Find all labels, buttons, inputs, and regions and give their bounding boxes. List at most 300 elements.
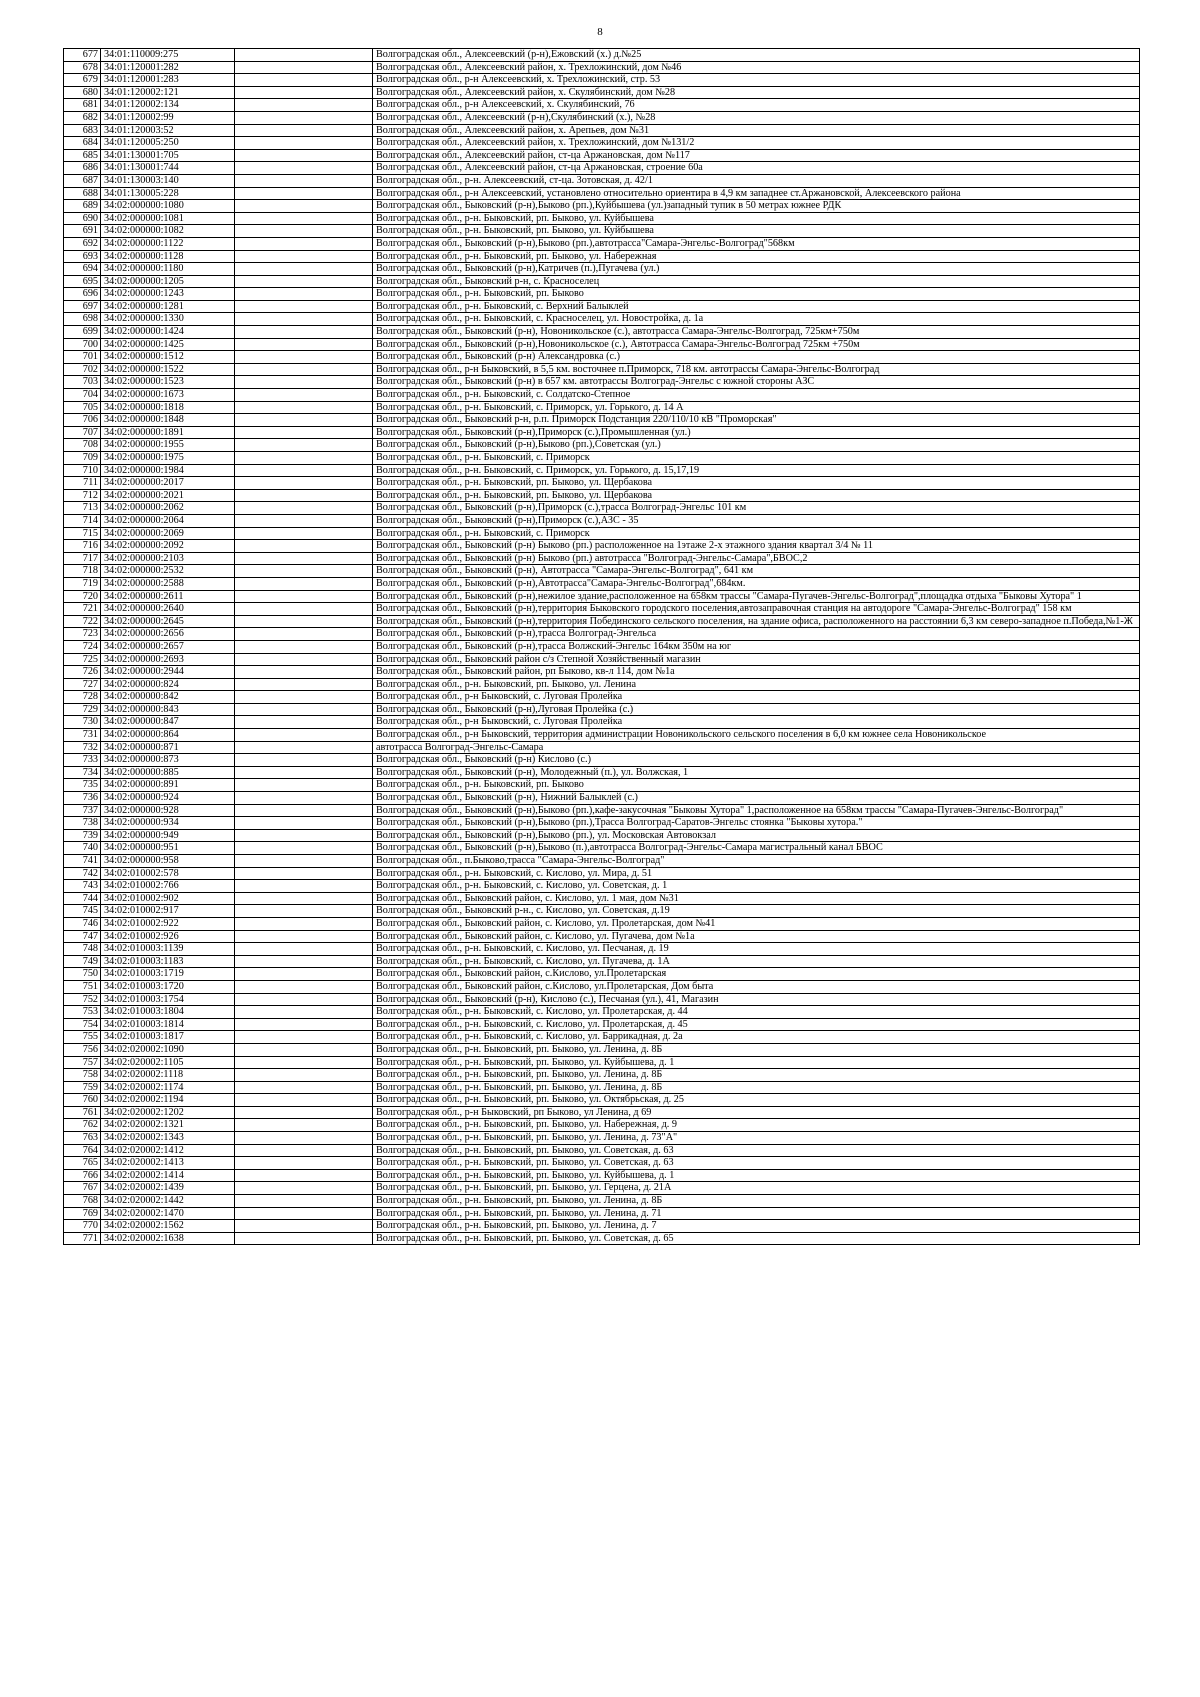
cadastral-number-cell: 34:02:010003:1754 bbox=[101, 993, 235, 1006]
address-cell: Волгоградская обл., Алексеевский район, х. Скулябинский, дом №28 bbox=[373, 86, 1140, 99]
cadastral-number-cell: 34:02:010003:1804 bbox=[101, 1006, 235, 1019]
row-number-cell: 736 bbox=[64, 792, 101, 805]
row-number-cell: 701 bbox=[64, 351, 101, 364]
table-row bbox=[64, 200, 1140, 213]
table-row bbox=[64, 187, 1140, 200]
address-cell: Волгоградская обл., Быковский (р-н),Приморск (с.),Промышленная (ул.) bbox=[373, 426, 1140, 439]
cadastral-number-cell: 34:02:000000:843 bbox=[101, 703, 235, 716]
empty-cell bbox=[235, 376, 373, 389]
empty-cell bbox=[235, 124, 373, 137]
table-row bbox=[64, 741, 1140, 754]
table-row bbox=[64, 678, 1140, 691]
row-number-cell: 711 bbox=[64, 477, 101, 490]
table-row bbox=[64, 502, 1140, 515]
cadastral-number-cell: 34:02:020002:1442 bbox=[101, 1195, 235, 1208]
cadastral-number-cell: 34:02:000000:1673 bbox=[101, 389, 235, 402]
empty-cell bbox=[235, 729, 373, 742]
row-number-cell: 762 bbox=[64, 1119, 101, 1132]
table-row bbox=[64, 653, 1140, 666]
row-number-cell: 678 bbox=[64, 61, 101, 74]
cadastral-number-cell: 34:02:000000:2103 bbox=[101, 552, 235, 565]
empty-cell bbox=[235, 804, 373, 817]
row-number-cell: 679 bbox=[64, 74, 101, 87]
empty-cell bbox=[235, 1043, 373, 1056]
cadastral-number-cell: 34:02:000000:2532 bbox=[101, 565, 235, 578]
row-number-cell: 692 bbox=[64, 237, 101, 250]
table-row bbox=[64, 1132, 1140, 1145]
cadastral-number-cell: 34:02:020002:1414 bbox=[101, 1169, 235, 1182]
table-row bbox=[64, 338, 1140, 351]
row-number-cell: 761 bbox=[64, 1106, 101, 1119]
cadastral-number-cell: 34:02:000000:1512 bbox=[101, 351, 235, 364]
row-number-cell: 697 bbox=[64, 300, 101, 313]
address-cell: Волгоградская обл., р-н. Быковский, рп. Быково bbox=[373, 779, 1140, 792]
address-cell: Волгоградская обл., Быковский р-н., с. Кислово, ул. Советская, д.19 bbox=[373, 905, 1140, 918]
table-row bbox=[64, 49, 1140, 62]
cadastral-number-cell: 34:02:020002:1174 bbox=[101, 1081, 235, 1094]
empty-cell bbox=[235, 1094, 373, 1107]
cadastral-number-cell: 34:01:120003:52 bbox=[101, 124, 235, 137]
address-cell: Волгоградская обл., р-н. Быковский, рп. Быково, ул. Щербакова bbox=[373, 477, 1140, 490]
empty-cell bbox=[235, 1056, 373, 1069]
cadastral-number-cell: 34:02:000000:891 bbox=[101, 779, 235, 792]
cadastral-number-cell: 34:02:010002:917 bbox=[101, 905, 235, 918]
empty-cell bbox=[235, 250, 373, 263]
table-row bbox=[64, 389, 1140, 402]
table-row bbox=[64, 414, 1140, 427]
empty-cell bbox=[235, 1157, 373, 1170]
address-cell: Волгоградская обл., р-н Быковский, в 5,5 км. восточнее п.Приморск, 718 км. автотрассы Самара-Энгельс-Волгоград bbox=[373, 363, 1140, 376]
address-cell: Волгоградская обл., р-н. Быковский, рп. Быково, ул. Куйбышева bbox=[373, 225, 1140, 238]
table-row bbox=[64, 842, 1140, 855]
row-number-cell: 768 bbox=[64, 1195, 101, 1208]
cadastral-number-cell: 34:02:020002:1118 bbox=[101, 1069, 235, 1082]
empty-cell bbox=[235, 502, 373, 515]
empty-cell bbox=[235, 943, 373, 956]
empty-cell bbox=[235, 1069, 373, 1082]
empty-cell bbox=[235, 590, 373, 603]
address-cell: Волгоградская обл., Быковский (р-н),Приморск (с.),трасса Волгоград-Энгельс 101 км bbox=[373, 502, 1140, 515]
row-number-cell: 700 bbox=[64, 338, 101, 351]
cadastral-number-cell: 34:02:020002:1343 bbox=[101, 1132, 235, 1145]
row-number-cell: 688 bbox=[64, 187, 101, 200]
address-cell: Волгоградская обл., р-н. Быковский, рп. Быково, ул. Ленина, д. 8Б bbox=[373, 1081, 1140, 1094]
cadastral-number-cell: 34:02:000000:2588 bbox=[101, 577, 235, 590]
empty-cell bbox=[235, 263, 373, 276]
row-number-cell: 682 bbox=[64, 111, 101, 124]
row-number-cell: 739 bbox=[64, 829, 101, 842]
table-row bbox=[64, 792, 1140, 805]
cadastral-number-cell: 34:02:020002:1090 bbox=[101, 1043, 235, 1056]
table-row bbox=[64, 729, 1140, 742]
empty-cell bbox=[235, 426, 373, 439]
cadastral-number-cell: 34:02:000000:2611 bbox=[101, 590, 235, 603]
row-number-cell: 733 bbox=[64, 754, 101, 767]
empty-cell bbox=[235, 1195, 373, 1208]
row-number-cell: 712 bbox=[64, 489, 101, 502]
address-cell: Волгоградская обл., р-н. Быковский, рп. Быково, ул. Щербакова bbox=[373, 489, 1140, 502]
table-row bbox=[64, 577, 1140, 590]
empty-cell bbox=[235, 917, 373, 930]
table-row bbox=[64, 1106, 1140, 1119]
cadastral-number-cell: 34:02:000000:1891 bbox=[101, 426, 235, 439]
row-number-cell: 764 bbox=[64, 1144, 101, 1157]
cadastral-number-cell: 34:02:000000:949 bbox=[101, 829, 235, 842]
empty-cell bbox=[235, 174, 373, 187]
table-row bbox=[64, 968, 1140, 981]
table-row bbox=[64, 225, 1140, 238]
table-row bbox=[64, 590, 1140, 603]
empty-cell bbox=[235, 275, 373, 288]
cadastral-number-cell: 34:01:130005:228 bbox=[101, 187, 235, 200]
empty-cell bbox=[235, 1182, 373, 1195]
cadastral-number-cell: 34:02:000000:2656 bbox=[101, 628, 235, 641]
table-row bbox=[64, 552, 1140, 565]
address-cell: автотрасса Волгоград-Энгельс-Самара bbox=[373, 741, 1140, 754]
table-row bbox=[64, 880, 1140, 893]
cadastral-number-cell: 34:02:000000:2657 bbox=[101, 640, 235, 653]
empty-cell bbox=[235, 552, 373, 565]
cadastral-number-cell: 34:02:010003:1139 bbox=[101, 943, 235, 956]
empty-cell bbox=[235, 1006, 373, 1019]
address-cell: Волгоградская обл., р-н. Быковский, с. Приморск bbox=[373, 527, 1140, 540]
row-number-cell: 734 bbox=[64, 766, 101, 779]
cadastral-number-cell: 34:02:000000:1122 bbox=[101, 237, 235, 250]
address-cell: Волгоградская обл., Быковский (р-н),Быково (рп.),Куйбышева (ул.)западный тупик в 50 метрах южнее РДК bbox=[373, 200, 1140, 213]
cadastral-number-cell: 34:02:000000:1425 bbox=[101, 338, 235, 351]
empty-cell bbox=[235, 1031, 373, 1044]
cadastral-number-cell: 34:02:010003:1720 bbox=[101, 980, 235, 993]
address-cell: Волгоградская обл., р-н. Быковский, с. Кислово, ул. Пролетарская, д. 45 bbox=[373, 1018, 1140, 1031]
table-row bbox=[64, 527, 1140, 540]
address-cell: Волгоградская обл., р-н. Быковский, с. Солдатско-Степное bbox=[373, 389, 1140, 402]
table-row bbox=[64, 716, 1140, 729]
row-number-cell: 759 bbox=[64, 1081, 101, 1094]
cadastral-number-cell: 34:01:120001:282 bbox=[101, 61, 235, 74]
cadastral-number-cell: 34:01:110009:275 bbox=[101, 49, 235, 62]
address-cell: Волгоградская обл., Быковский (р-н),Луговая Пролейка (с.) bbox=[373, 703, 1140, 716]
address-cell: Волгоградская обл., р-н. Быковский, с. Приморск, ул. Горького, д. 15,17,19 bbox=[373, 464, 1140, 477]
row-number-cell: 744 bbox=[64, 892, 101, 905]
cadastral-number-cell: 34:02:000000:2645 bbox=[101, 615, 235, 628]
address-cell: Волгоградская обл., Алексеевский (р-н),Ежовский (х.) д.№25 bbox=[373, 49, 1140, 62]
table-row bbox=[64, 288, 1140, 301]
cadastral-number-cell: 34:01:120002:99 bbox=[101, 111, 235, 124]
address-cell: Волгоградская обл., р-н. Быковский, рп. Быково bbox=[373, 288, 1140, 301]
cadastral-number-cell: 34:02:000000:2064 bbox=[101, 514, 235, 527]
table-row bbox=[64, 401, 1140, 414]
row-number-cell: 721 bbox=[64, 603, 101, 616]
empty-cell bbox=[235, 955, 373, 968]
cadastral-number-cell: 34:02:000000:1330 bbox=[101, 313, 235, 326]
cadastral-number-cell: 34:02:020002:1412 bbox=[101, 1144, 235, 1157]
empty-cell bbox=[235, 565, 373, 578]
address-cell: Волгоградская обл., Быковский (р-н),Быково (рп.),автотрасса"Самара-Энгельс-Волгоград"568км bbox=[373, 237, 1140, 250]
address-cell: Волгоградская обл., р-н. Быковский, с. Кислово, ул. Пугачева, д. 1А bbox=[373, 955, 1140, 968]
cadastral-number-cell: 34:02:000000:2017 bbox=[101, 477, 235, 490]
address-cell: Волгоградская обл., Быковский район, рп Быково, кв-л 114, дом №1а bbox=[373, 666, 1140, 679]
empty-cell bbox=[235, 1169, 373, 1182]
empty-cell bbox=[235, 237, 373, 250]
table-row bbox=[64, 1094, 1140, 1107]
row-number-cell: 695 bbox=[64, 275, 101, 288]
empty-cell bbox=[235, 225, 373, 238]
row-number-cell: 737 bbox=[64, 804, 101, 817]
empty-cell bbox=[235, 653, 373, 666]
address-cell: Волгоградская обл., Быковский (р-н),территория Быковского городского поселения,автозаправочная станция на автодороге "Самара-Энгельс-Волгоград" 158 км bbox=[373, 603, 1140, 616]
table-row bbox=[64, 74, 1140, 87]
empty-cell bbox=[235, 313, 373, 326]
row-number-cell: 717 bbox=[64, 552, 101, 565]
address-cell: Волгоградская обл., Быковский (р-н) Быково (рп.) расположенное на 1этаже 2-х этажного здания квартал 3/4 № 11 bbox=[373, 540, 1140, 553]
empty-cell bbox=[235, 99, 373, 112]
table-row bbox=[64, 980, 1140, 993]
address-cell: Волгоградская обл., р-н. Быковский, рп. Быково, ул. Ленина, д. 8Б bbox=[373, 1069, 1140, 1082]
row-number-cell: 730 bbox=[64, 716, 101, 729]
empty-cell bbox=[235, 137, 373, 150]
table-row bbox=[64, 426, 1140, 439]
cadastral-number-cell: 34:02:000000:1281 bbox=[101, 300, 235, 313]
cadastral-number-cell: 34:01:130001:744 bbox=[101, 162, 235, 175]
row-number-cell: 702 bbox=[64, 363, 101, 376]
empty-cell bbox=[235, 615, 373, 628]
row-number-cell: 769 bbox=[64, 1207, 101, 1220]
table-row bbox=[64, 1144, 1140, 1157]
table-row bbox=[64, 86, 1140, 99]
row-number-cell: 749 bbox=[64, 955, 101, 968]
cadastral-number-cell: 34:01:130001:705 bbox=[101, 149, 235, 162]
table-row bbox=[64, 351, 1140, 364]
address-cell: Волгоградская обл., Быковский (р-н), Автотрасса "Самара-Энгельс-Волгоград", 641 км bbox=[373, 565, 1140, 578]
empty-cell bbox=[235, 980, 373, 993]
address-cell: Волгоградская обл., Быковский (р-н),Автотрасса"Самара-Энгельс-Волгоград",684км. bbox=[373, 577, 1140, 590]
row-number-cell: 710 bbox=[64, 464, 101, 477]
table-row bbox=[64, 691, 1140, 704]
cadastral-number-cell: 34:02:020002:1439 bbox=[101, 1182, 235, 1195]
cadastral-number-cell: 34:02:000000:873 bbox=[101, 754, 235, 767]
cadastral-number-cell: 34:02:000000:2062 bbox=[101, 502, 235, 515]
row-number-cell: 738 bbox=[64, 817, 101, 830]
table-row bbox=[64, 313, 1140, 326]
cadastral-number-cell: 34:02:000000:2640 bbox=[101, 603, 235, 616]
cadastral-number-cell: 34:02:000000:1975 bbox=[101, 452, 235, 465]
table-row bbox=[64, 439, 1140, 452]
address-cell: Волгоградская обл., Быковский (р-н) Быково (рп.) автотрасса "Волгоград-Энгельс-Самара",БВОС,2 bbox=[373, 552, 1140, 565]
cadastral-number-cell: 34:02:000000:1523 bbox=[101, 376, 235, 389]
table-row bbox=[64, 779, 1140, 792]
address-cell: Волгоградская обл., р-н. Быковский, рп. Быково, ул. Набережная, д. 9 bbox=[373, 1119, 1140, 1132]
address-cell: Волгоградская обл., Быковский (р-н),Быково (рп.),Трасса Волгоград-Саратов-Энгельс стоянка "Быковы хутора." bbox=[373, 817, 1140, 830]
row-number-cell: 728 bbox=[64, 691, 101, 704]
empty-cell bbox=[235, 867, 373, 880]
cadastral-number-cell: 34:02:000000:1128 bbox=[101, 250, 235, 263]
table-row bbox=[64, 829, 1140, 842]
empty-cell bbox=[235, 111, 373, 124]
address-cell: Волгоградская обл., Быковский (р-н),Новоникольское (с.), Автотрасса Самара-Энгельс-Волгоград 725км +750м bbox=[373, 338, 1140, 351]
row-number-cell: 750 bbox=[64, 968, 101, 981]
row-number-cell: 726 bbox=[64, 666, 101, 679]
address-cell: Волгоградская обл., Алексеевский (р-н),Скулябинский (х.), №28 bbox=[373, 111, 1140, 124]
cadastral-number-cell: 34:02:000000:1984 bbox=[101, 464, 235, 477]
cadastral-number-cell: 34:02:020002:1638 bbox=[101, 1232, 235, 1245]
empty-cell bbox=[235, 741, 373, 754]
empty-cell bbox=[235, 452, 373, 465]
address-cell: Волгоградская обл., р-н. Быковский, с. Кислово, ул. Советская, д. 1 bbox=[373, 880, 1140, 893]
table-row bbox=[64, 1169, 1140, 1182]
row-number-cell: 719 bbox=[64, 577, 101, 590]
table-row bbox=[64, 489, 1140, 502]
row-number-cell: 713 bbox=[64, 502, 101, 515]
address-cell: Волгоградская обл., Быковский (р-н) Кислово (с.) bbox=[373, 754, 1140, 767]
cadastral-number-cell: 34:02:010002:926 bbox=[101, 930, 235, 943]
cadastral-number-cell: 34:02:000000:2092 bbox=[101, 540, 235, 553]
address-cell: Волгоградская обл., Быковский район, с.Кислово, ул.Пролетарская bbox=[373, 968, 1140, 981]
empty-cell bbox=[235, 779, 373, 792]
address-cell: Волгоградская обл., Быковский район, с. Кислово, ул. Пролетарская, дом №41 bbox=[373, 917, 1140, 930]
empty-cell bbox=[235, 200, 373, 213]
row-number-cell: 748 bbox=[64, 943, 101, 956]
empty-cell bbox=[235, 477, 373, 490]
empty-cell bbox=[235, 351, 373, 364]
table-row bbox=[64, 1182, 1140, 1195]
address-cell: Волгоградская обл., Быковский (р-н),Быково (рп.), ул. Московская Автовокзал bbox=[373, 829, 1140, 842]
empty-cell bbox=[235, 540, 373, 553]
row-number-cell: 757 bbox=[64, 1056, 101, 1069]
address-cell: Волгоградская обл., Быковский район, с. Кислово, ул. 1 мая, дом №31 bbox=[373, 892, 1140, 905]
row-number-cell: 690 bbox=[64, 212, 101, 225]
address-cell: Волгоградская обл., р-н. Быковский, с. Приморск bbox=[373, 452, 1140, 465]
empty-cell bbox=[235, 162, 373, 175]
cadastral-number-cell: 34:02:000000:934 bbox=[101, 817, 235, 830]
address-cell: Волгоградская обл., р-н. Быковский, рп. Быково, ул. Ленина, д. 71 bbox=[373, 1207, 1140, 1220]
cadastral-number-cell: 34:02:000000:1818 bbox=[101, 401, 235, 414]
cadastral-number-cell: 34:02:000000:847 bbox=[101, 716, 235, 729]
table-row bbox=[64, 1232, 1140, 1245]
address-cell: Волгоградская обл., Быковский (р-н), Новоникольское (с.), автотрасса Самара-Энгельс-Волгоград, 725км+750м bbox=[373, 326, 1140, 339]
table-row bbox=[64, 603, 1140, 616]
empty-cell bbox=[235, 754, 373, 767]
cadastral-number-cell: 34:02:020002:1194 bbox=[101, 1094, 235, 1107]
cadastral-number-cell: 34:02:000000:2021 bbox=[101, 489, 235, 502]
table-row bbox=[64, 565, 1140, 578]
cadastral-number-cell: 34:02:000000:1424 bbox=[101, 326, 235, 339]
row-number-cell: 703 bbox=[64, 376, 101, 389]
empty-cell bbox=[235, 414, 373, 427]
empty-cell bbox=[235, 338, 373, 351]
empty-cell bbox=[235, 288, 373, 301]
address-cell: Волгоградская обл., Быковский (р-н),Быково (п.),автотрасса Волгоград-Энгельс-Самара магистральный канал БВОС bbox=[373, 842, 1140, 855]
table-row bbox=[64, 111, 1140, 124]
cadastral-number-cell: 34:02:020002:1105 bbox=[101, 1056, 235, 1069]
row-number-cell: 754 bbox=[64, 1018, 101, 1031]
row-number-cell: 696 bbox=[64, 288, 101, 301]
empty-cell bbox=[235, 842, 373, 855]
cadastral-number-cell: 34:02:010002:922 bbox=[101, 917, 235, 930]
row-number-cell: 683 bbox=[64, 124, 101, 137]
row-number-cell: 771 bbox=[64, 1232, 101, 1245]
row-number-cell: 689 bbox=[64, 200, 101, 213]
address-cell: Волгоградская обл., р-н. Быковский, рп. Быково, ул. Октябрьская, д. 25 bbox=[373, 1094, 1140, 1107]
empty-cell bbox=[235, 1144, 373, 1157]
table-row bbox=[64, 124, 1140, 137]
table-row bbox=[64, 212, 1140, 225]
address-cell: Волгоградская обл., р-н. Быковский, рп. Быково, ул. Советская, д. 63 bbox=[373, 1157, 1140, 1170]
row-number-cell: 760 bbox=[64, 1094, 101, 1107]
row-number-cell: 741 bbox=[64, 855, 101, 868]
table-row bbox=[64, 754, 1140, 767]
property-registry-table bbox=[63, 48, 1140, 1245]
row-number-cell: 731 bbox=[64, 729, 101, 742]
address-cell: Волгоградская обл., р-н Быковский, с. Луговая Пролейка bbox=[373, 691, 1140, 704]
cadastral-number-cell: 34:02:020002:1413 bbox=[101, 1157, 235, 1170]
row-number-cell: 707 bbox=[64, 426, 101, 439]
row-number-cell: 770 bbox=[64, 1220, 101, 1233]
empty-cell bbox=[235, 628, 373, 641]
table-row bbox=[64, 943, 1140, 956]
row-number-cell: 746 bbox=[64, 917, 101, 930]
table-row bbox=[64, 905, 1140, 918]
empty-cell bbox=[235, 389, 373, 402]
address-cell: Волгоградская обл., Быковский район, с. Кислово, ул. Пугачева, дом №1а bbox=[373, 930, 1140, 943]
empty-cell bbox=[235, 1081, 373, 1094]
address-cell: Волгоградская обл., р-н. Быковский, рп. Быково, ул. Герцена, д. 21А bbox=[373, 1182, 1140, 1195]
table-row bbox=[64, 955, 1140, 968]
cadastral-number-cell: 34:02:000000:2069 bbox=[101, 527, 235, 540]
row-number-cell: 684 bbox=[64, 137, 101, 150]
row-number-cell: 687 bbox=[64, 174, 101, 187]
row-number-cell: 753 bbox=[64, 1006, 101, 1019]
address-cell: Волгоградская обл., р-н Быковский, с. Луговая Пролейка bbox=[373, 716, 1140, 729]
row-number-cell: 743 bbox=[64, 880, 101, 893]
row-number-cell: 765 bbox=[64, 1157, 101, 1170]
address-cell: Волгоградская обл., р-н. Алексеевский, ст-ца. Зотовская, д. 42/1 bbox=[373, 174, 1140, 187]
cadastral-number-cell: 34:02:010002:766 bbox=[101, 880, 235, 893]
address-cell: Волгоградская обл., Алексеевский район, х. Трехложинский, дом №131/2 bbox=[373, 137, 1140, 150]
address-cell: Волгоградская обл., р-н. Быковский, с. Верхний Балыклей bbox=[373, 300, 1140, 313]
row-number-cell: 693 bbox=[64, 250, 101, 263]
row-number-cell: 716 bbox=[64, 540, 101, 553]
row-number-cell: 691 bbox=[64, 225, 101, 238]
address-cell: Волгоградская обл., р-н. Быковский, рп. Быково, ул. Советская, д. 65 bbox=[373, 1232, 1140, 1245]
row-number-cell: 694 bbox=[64, 263, 101, 276]
address-cell: Волгоградская обл., Быковский (р-н) Александровка (с.) bbox=[373, 351, 1140, 364]
table-row bbox=[64, 250, 1140, 263]
row-number-cell: 705 bbox=[64, 401, 101, 414]
address-cell: Волгоградская обл., р-н. Быковский, с. Красноселец, ул. Новостройка, д. 1а bbox=[373, 313, 1140, 326]
table-row bbox=[64, 514, 1140, 527]
table-row bbox=[64, 477, 1140, 490]
table-row bbox=[64, 892, 1140, 905]
table-row bbox=[64, 1056, 1140, 1069]
row-number-cell: 715 bbox=[64, 527, 101, 540]
table-row bbox=[64, 1069, 1140, 1082]
table-row bbox=[64, 275, 1140, 288]
address-cell: Волгоградская обл., р-н. Быковский, с. Кислово, ул. Пролетарская, д. 44 bbox=[373, 1006, 1140, 1019]
row-number-cell: 740 bbox=[64, 842, 101, 855]
cadastral-number-cell: 34:02:020002:1202 bbox=[101, 1106, 235, 1119]
empty-cell bbox=[235, 666, 373, 679]
row-number-cell: 732 bbox=[64, 741, 101, 754]
empty-cell bbox=[235, 49, 373, 62]
empty-cell bbox=[235, 401, 373, 414]
empty-cell bbox=[235, 489, 373, 502]
cadastral-number-cell: 34:02:000000:885 bbox=[101, 766, 235, 779]
row-number-cell: 747 bbox=[64, 930, 101, 943]
table-row bbox=[64, 1220, 1140, 1233]
empty-cell bbox=[235, 817, 373, 830]
address-cell: Волгоградская обл., Быковский (р-н), Кислово (с.), Песчаная (ул.), 41, Магазин bbox=[373, 993, 1140, 1006]
address-cell: Волгоградская обл., р-н. Быковский, с. Кислово, ул. Мира, д. 51 bbox=[373, 867, 1140, 880]
